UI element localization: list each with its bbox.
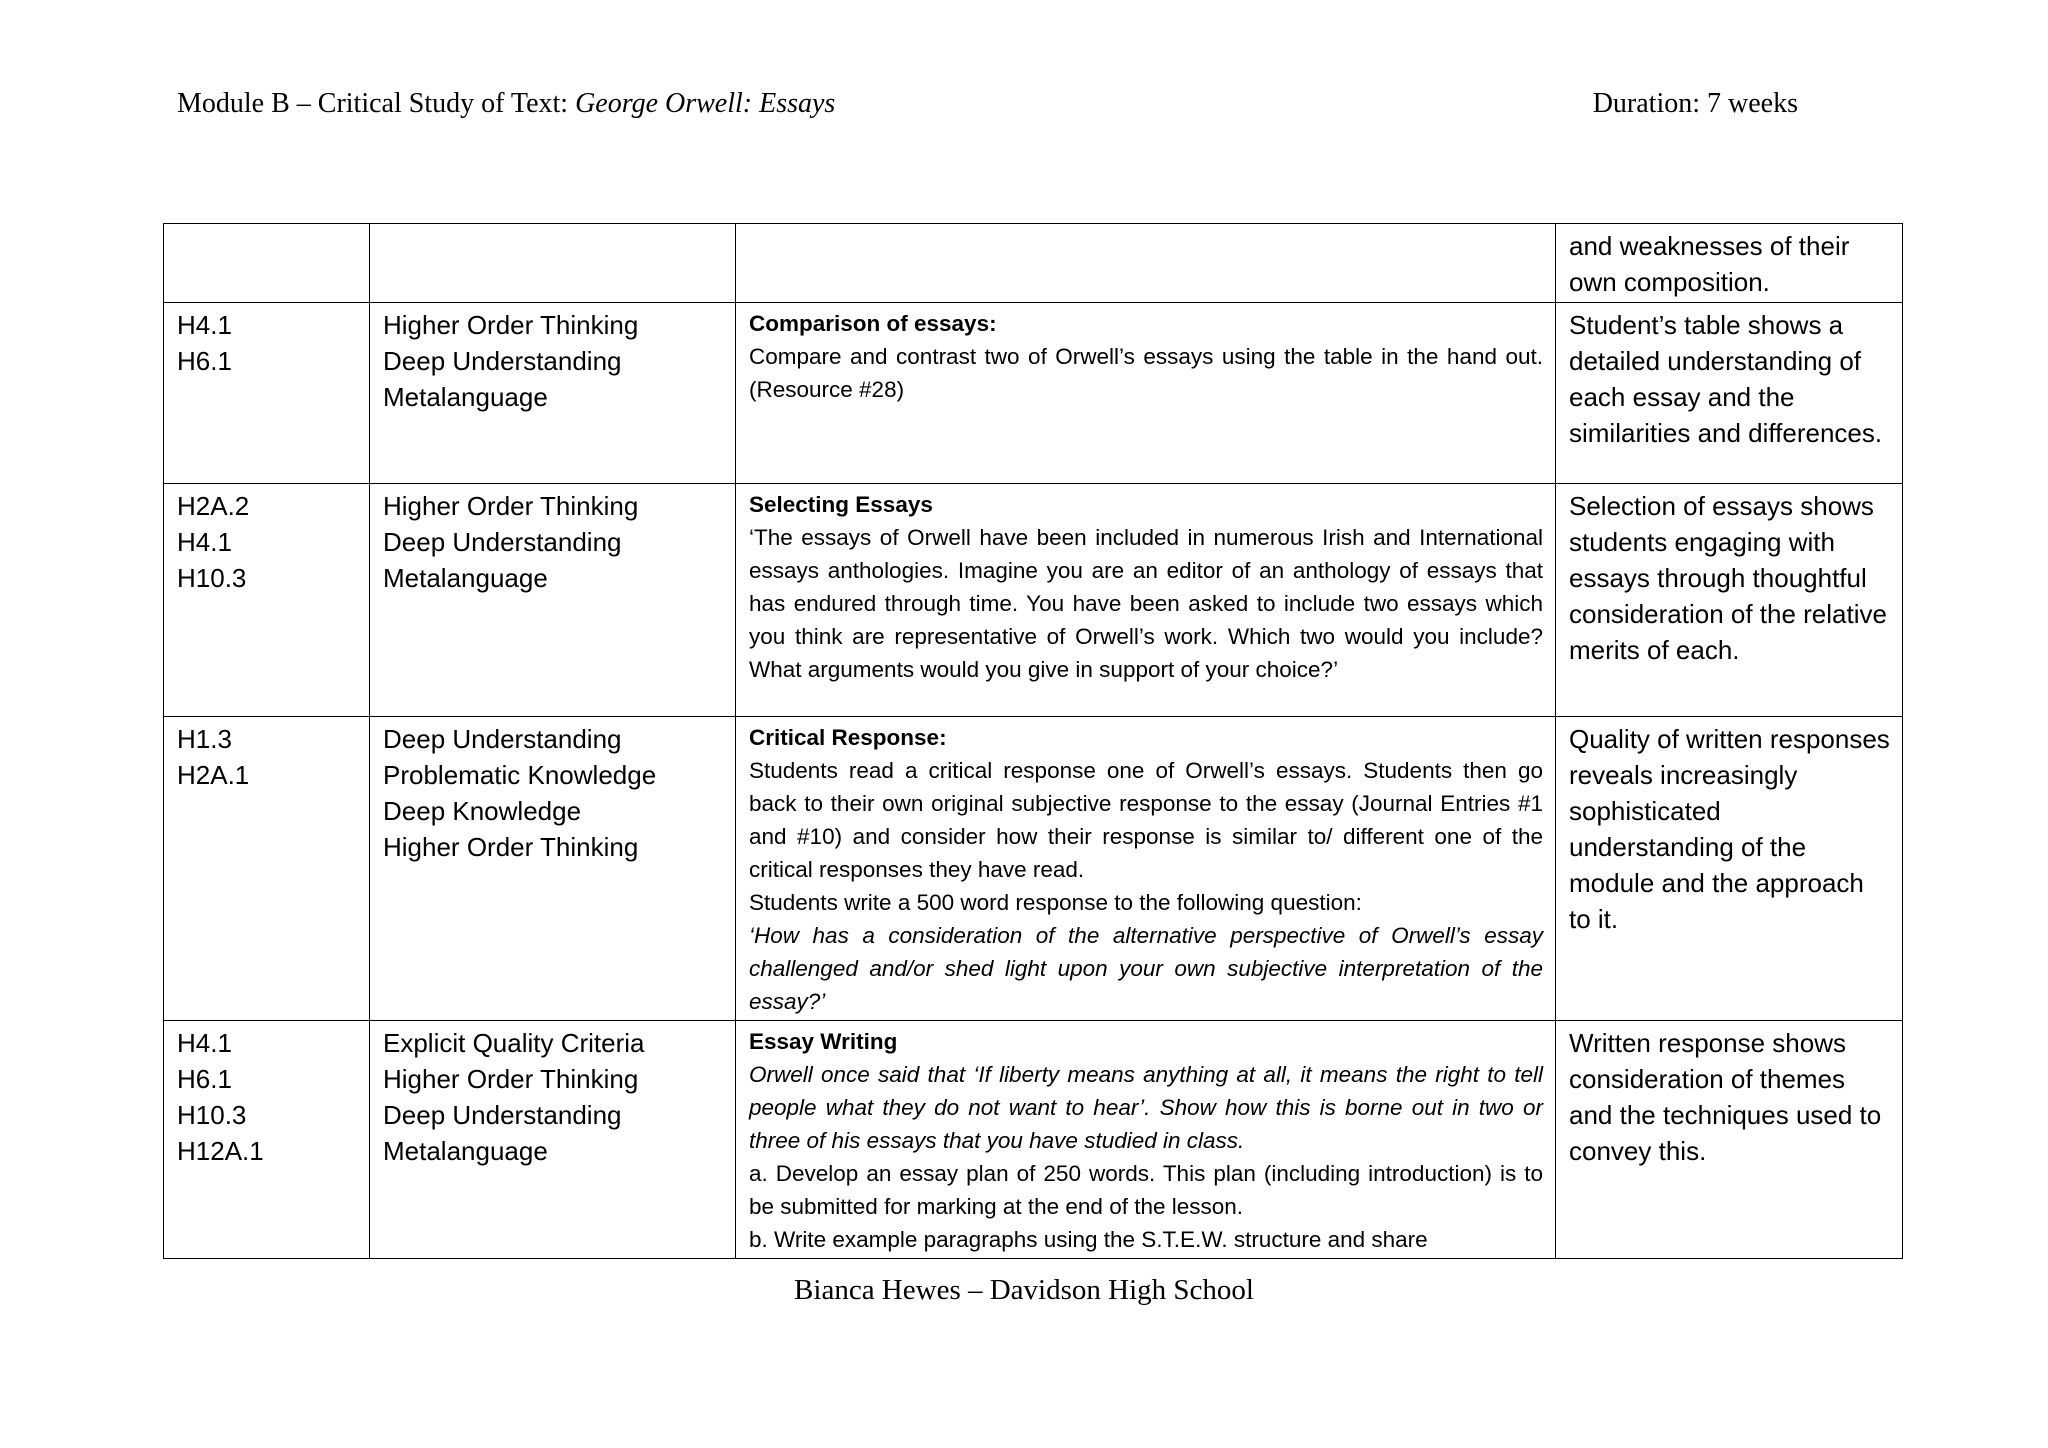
table-row <box>164 303 1903 484</box>
outcome-code: H10.3 <box>177 563 247 593</box>
strategy: Metalanguage <box>383 382 548 412</box>
activity-cell <box>736 484 1556 717</box>
assessment-text: Student’s table shows a detailed understanding of each essay and the similarities and differences. <box>1569 310 1883 448</box>
strategy: Deep Understanding <box>383 527 622 557</box>
outcomes-cell <box>164 484 370 717</box>
assessment-cell <box>1556 303 1903 484</box>
activity-title: Critical Response: <box>749 725 947 750</box>
module-heading <box>177 88 835 120</box>
duration-label: Duration: 7 weeks <box>1592 88 1798 119</box>
outcome-code: H1.3 <box>177 724 232 754</box>
assessment-text: Written response shows consideration of themes and the techniques used to convey this. <box>1569 1028 1882 1166</box>
outcomes-cell <box>164 717 370 1021</box>
text-title: George Orwell: Essays <box>575 88 836 119</box>
activity-paragraph: ‘The essays of Orwell have been included in numerous Irish and International essays anthologies. Imagine you are an editor of an anthology of essays that has endured through time. You have been asked to include two essays which you think are representative of Orwell’s work. Which two would you include? What arguments would you give in support of your choice?’ <box>749 525 1543 682</box>
strategy: Deep Understanding <box>383 346 622 376</box>
activity-title: Essay Writing <box>749 1029 898 1054</box>
strategies-cell <box>370 1021 736 1259</box>
outcome-code: H12A.1 <box>177 1136 264 1166</box>
strategy: Higher Order Thinking <box>383 1064 639 1094</box>
strategy: Higher Order Thinking <box>383 310 639 340</box>
outcome-code: H4.1 <box>177 527 232 557</box>
strategy: Deep Understanding <box>383 1100 622 1130</box>
strategy: Deep Knowledge <box>383 796 582 826</box>
table-row <box>164 717 1903 1021</box>
module-label: Module B – Critical Study of Text: <box>177 88 569 119</box>
assessment-cell <box>1556 717 1903 1021</box>
activity-cell <box>736 717 1556 1021</box>
outcome-code: H6.1 <box>177 1064 232 1094</box>
strategies-cell <box>370 224 736 303</box>
activity-cell <box>736 303 1556 484</box>
activity-title: Selecting Essays <box>749 492 933 517</box>
outcome-code: H4.1 <box>177 1028 232 1058</box>
assessment-text: Quality of written responses reveals increasingly sophisticated understanding of the module and the approach to it. <box>1569 724 1890 934</box>
activity-title: Comparison of essays: <box>749 311 997 336</box>
page-footer: Bianca Hewes – Davidson High School <box>794 1274 1254 1306</box>
assessment-cell <box>1556 224 1903 303</box>
activity-cell <box>736 224 1556 303</box>
page-header <box>177 88 1798 128</box>
outcome-code: H2A.2 <box>177 491 250 521</box>
outcomes-cell <box>164 1021 370 1259</box>
table-row <box>164 224 1903 303</box>
strategy: Metalanguage <box>383 1136 548 1166</box>
activity-paragraph: Compare and contrast two of Orwell’s essays using the table in the hand out. (Resource #28) <box>749 344 1543 402</box>
strategy: Metalanguage <box>383 563 548 593</box>
activity-cell <box>736 1021 1556 1259</box>
program-table <box>163 223 1903 1259</box>
activity-quote: Orwell once said that ‘If liberty means anything at all, it means the right to tell people what they do not want to hear’. Show how this is borne out in two or three of his essays that you have studied in class. <box>749 1062 1543 1153</box>
activity-paragraph: a. Develop an essay plan of 250 words. This plan (including introduction) is to be submitted for marking at the end of the lesson. <box>749 1161 1543 1219</box>
activity-paragraph: Students read a critical response one of Orwell’s essays. Students then go back to their own original subjective response to the essay (Journal Entries #1 and #10) and consider how their response is similar to/ different one of the critical responses they have read. <box>749 758 1543 882</box>
activity-question: ‘How has a consideration of the alternative perspective of Orwell’s essay challenged and/or shed light upon your own subjective interpretation of the essay?’ <box>749 923 1543 1014</box>
assessment-cell <box>1556 484 1903 717</box>
outcome-code: H10.3 <box>177 1100 247 1130</box>
assessment-text: and weaknesses of their own composition. <box>1569 231 1850 297</box>
strategy: Problematic Knowledge <box>383 760 657 790</box>
table-row <box>164 484 1903 717</box>
outcome-code: H6.1 <box>177 346 232 376</box>
strategy: Explicit Quality Criteria <box>383 1028 645 1058</box>
outcome-code: H2A.1 <box>177 760 250 790</box>
assessment-text: Selection of essays shows students engaging with essays through thoughtful consideration of the relative merits of each. <box>1569 491 1887 665</box>
outcomes-cell <box>164 224 370 303</box>
strategies-cell <box>370 303 736 484</box>
strategies-cell <box>370 717 736 1021</box>
strategy: Higher Order Thinking <box>383 832 639 862</box>
table-row <box>164 1021 1903 1259</box>
activity-paragraph: b. Write example paragraphs using the S.T.E.W. structure and share <box>749 1227 1428 1252</box>
outcomes-cell <box>164 303 370 484</box>
strategy: Deep Understanding <box>383 724 622 754</box>
outcome-code: H4.1 <box>177 310 232 340</box>
assessment-cell <box>1556 1021 1903 1259</box>
strategies-cell <box>370 484 736 717</box>
activity-paragraph: Students write a 500 word response to the following question: <box>749 890 1362 915</box>
strategy: Higher Order Thinking <box>383 491 639 521</box>
